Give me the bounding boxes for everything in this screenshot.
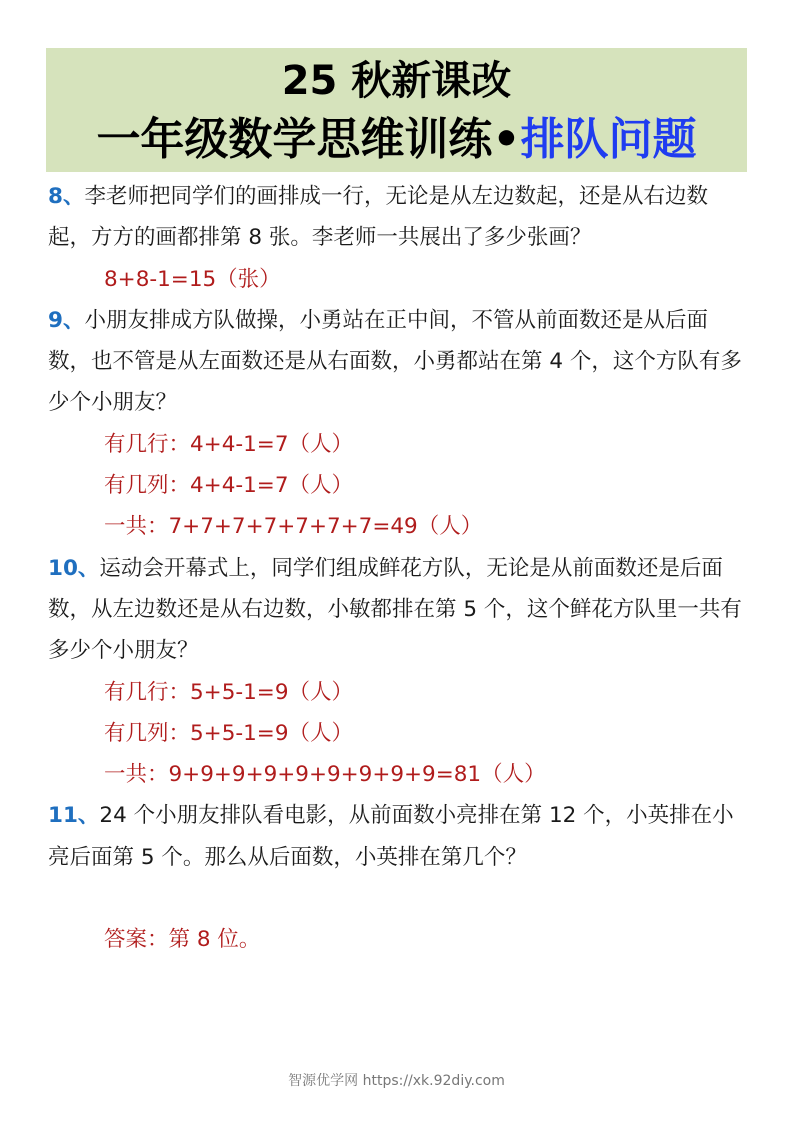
answer-line: 一共：7+7+7+7+7+7+7=49（人） (104, 514, 483, 540)
question-number: 8、 (48, 184, 85, 209)
answer-line: 一共：9+9+9+9+9+9+9+9+9=81（人） (104, 762, 546, 788)
question-9 (48, 300, 748, 424)
subtitle-prefix: 一年级数学思维训练• (96, 114, 521, 165)
question-number: 9、 (48, 307, 85, 333)
title-banner (46, 48, 747, 172)
answer-line: 有几行：5+5-1=9（人） (104, 679, 354, 705)
footer-watermark: 智源优学网 https://xk.92diy.com (288, 1073, 505, 1089)
subtitle-highlight: 排队问题 (520, 114, 697, 165)
question-text: 运动会开幕式上，同学们组成鲜花方队，无论是从前面数还是后面数，从左边数还是从右边数，小敏都排在第 5 个，这个鲜花方队里一共有多少个小朋友？ (48, 555, 742, 664)
spacer (48, 878, 748, 919)
answer-line: 有几列：5+5-1=9（人） (104, 720, 354, 746)
question-text: 小朋友排成方队做操，小勇站在正中间，不管从前面数还是从后面数，也不管是从左面数还是从右面数，小勇都站在第 4 个，这个方队有多少个小朋友？ (48, 307, 742, 416)
question-text: 李老师把同学们的画排成一行，无论是从左边数起，还是从右边数起，方方的画都排第 8 张。李老师一共展出了多少张画？ (48, 184, 708, 251)
answer-line: 有几列：4+4-1=7（人） (104, 473, 354, 499)
question-list (48, 176, 748, 960)
question-8 (48, 176, 748, 259)
answer-line: 有几行：4+4-1=7（人） (104, 431, 354, 457)
question-11 (48, 795, 748, 878)
page-title: 25 秋新课改 (281, 58, 512, 104)
page-subtitle (46, 112, 747, 168)
question-number: 10、 (48, 555, 100, 581)
question-text: 24 个小朋友排队看电影，从前面数小亮排在第 12 个，小英排在小亮后面第 5 个。那么从后面数，小英排在第几个？ (48, 803, 734, 870)
question-number: 11、 (48, 803, 100, 829)
answer-line: 答案：第 8 位。 (104, 927, 261, 953)
question-10 (48, 548, 748, 672)
answer-line: 8+8-1=15（张） (104, 266, 281, 292)
